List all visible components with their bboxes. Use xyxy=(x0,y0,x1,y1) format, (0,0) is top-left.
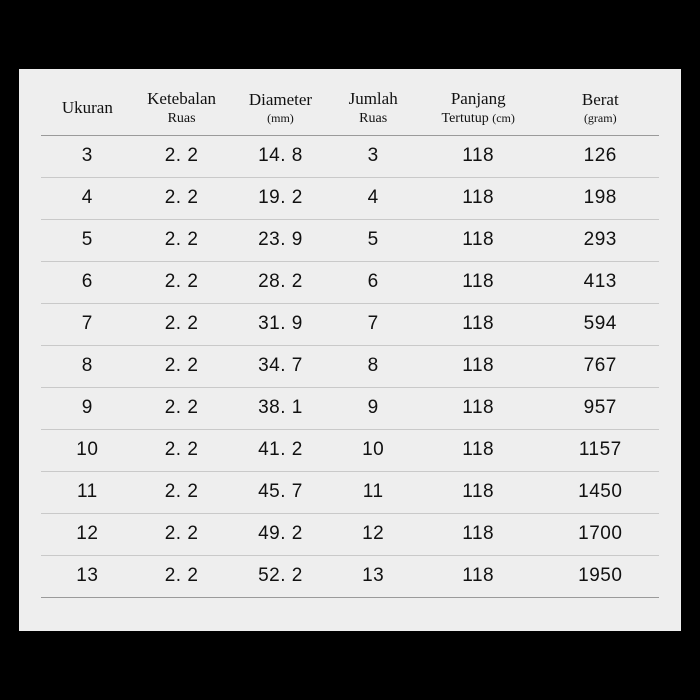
cell-diameter: 19. 2 xyxy=(229,177,331,219)
cell-ukuran: 8 xyxy=(41,345,134,387)
column-header-ketebalan-ruas xyxy=(134,83,230,135)
cell-ukuran: 13 xyxy=(41,555,134,597)
column-header-panjang-sub-text: Tertutup xyxy=(441,110,489,126)
cell-panjang: 118 xyxy=(415,219,542,261)
cell-ukuran: 6 xyxy=(41,261,134,303)
cell-ketebalan: 2. 2 xyxy=(134,219,230,261)
cell-jumlah: 13 xyxy=(331,555,414,597)
column-header-panjang-sub xyxy=(417,110,540,127)
cell-ketebalan: 2. 2 xyxy=(134,429,230,471)
header-row xyxy=(41,83,659,135)
table-row xyxy=(41,387,659,429)
specification-table xyxy=(41,83,659,598)
cell-berat: 126 xyxy=(542,135,659,177)
column-header-jumlah-main: Jumlah xyxy=(348,89,398,108)
cell-berat: 594 xyxy=(542,303,659,345)
cell-diameter: 41. 2 xyxy=(229,429,331,471)
column-header-berat-unit: (gram) xyxy=(583,110,617,125)
cell-diameter: 28. 2 xyxy=(229,261,331,303)
table-row xyxy=(41,429,659,471)
cell-ukuran: 10 xyxy=(41,429,134,471)
table-row xyxy=(41,261,659,303)
cell-panjang: 118 xyxy=(415,387,542,429)
cell-panjang: 118 xyxy=(415,177,542,219)
cell-diameter: 38. 1 xyxy=(229,387,331,429)
cell-ketebalan: 2. 2 xyxy=(134,261,230,303)
cell-jumlah: 7 xyxy=(331,303,414,345)
cell-ukuran: 11 xyxy=(41,471,134,513)
cell-berat: 293 xyxy=(542,219,659,261)
column-header-panjang-unit: (cm) xyxy=(492,110,515,125)
cell-ukuran: 5 xyxy=(41,219,134,261)
cell-berat: 767 xyxy=(542,345,659,387)
cell-jumlah: 5 xyxy=(331,219,414,261)
cell-ukuran: 4 xyxy=(41,177,134,219)
cell-ketebalan: 2. 2 xyxy=(134,387,230,429)
cell-ketebalan: 2. 2 xyxy=(134,135,230,177)
column-header-berat xyxy=(542,83,659,135)
column-header-panjang-main: Panjang xyxy=(450,89,506,108)
cell-diameter: 52. 2 xyxy=(229,555,331,597)
cell-ketebalan: 2. 2 xyxy=(134,471,230,513)
cell-berat: 1950 xyxy=(542,555,659,597)
table-row xyxy=(41,471,659,513)
cell-panjang: 118 xyxy=(415,513,542,555)
table-row xyxy=(41,219,659,261)
cell-berat: 1450 xyxy=(542,471,659,513)
column-header-ukuran xyxy=(41,83,134,135)
cell-panjang: 118 xyxy=(415,471,542,513)
cell-diameter: 31. 9 xyxy=(229,303,331,345)
column-header-ketebalan-main: Ketebalan xyxy=(147,89,217,108)
cell-ukuran: 3 xyxy=(41,135,134,177)
cell-panjang: 118 xyxy=(415,303,542,345)
cell-panjang: 118 xyxy=(415,261,542,303)
cell-jumlah: 12 xyxy=(331,513,414,555)
cell-berat: 413 xyxy=(542,261,659,303)
column-header-diameter xyxy=(229,83,331,135)
table-body xyxy=(41,135,659,597)
cell-diameter: 34. 7 xyxy=(229,345,331,387)
cell-jumlah: 11 xyxy=(331,471,414,513)
table-row xyxy=(41,177,659,219)
cell-jumlah: 3 xyxy=(331,135,414,177)
cell-diameter: 49. 2 xyxy=(229,513,331,555)
cell-ketebalan: 2. 2 xyxy=(134,303,230,345)
column-header-berat-main: Berat xyxy=(581,90,619,110)
cell-jumlah: 4 xyxy=(331,177,414,219)
cell-ketebalan: 2. 2 xyxy=(134,177,230,219)
cell-ukuran: 12 xyxy=(41,513,134,555)
cell-panjang: 118 xyxy=(415,555,542,597)
cell-diameter: 23. 9 xyxy=(229,219,331,261)
table-row xyxy=(41,513,659,555)
cell-jumlah: 6 xyxy=(331,261,414,303)
table-header xyxy=(41,83,659,135)
cell-diameter: 45. 7 xyxy=(229,471,331,513)
cell-panjang: 118 xyxy=(415,345,542,387)
column-header-ukuran-main: Ukuran xyxy=(61,97,113,117)
cell-panjang: 118 xyxy=(415,429,542,471)
cell-berat: 1700 xyxy=(542,513,659,555)
cell-ketebalan: 2. 2 xyxy=(134,555,230,597)
cell-jumlah: 10 xyxy=(331,429,414,471)
column-header-diameter-unit: (mm) xyxy=(267,110,294,125)
cell-ukuran: 7 xyxy=(41,303,134,345)
cell-berat: 957 xyxy=(542,387,659,429)
cell-berat: 198 xyxy=(542,177,659,219)
cell-jumlah: 9 xyxy=(331,387,414,429)
column-header-diameter-main: Diameter xyxy=(248,90,313,110)
column-header-panjang-tertutup xyxy=(415,83,542,135)
column-header-jumlah-sub: Ruas xyxy=(359,110,388,126)
spec-table-card xyxy=(19,69,681,631)
table-row xyxy=(41,135,659,177)
cell-diameter: 14. 8 xyxy=(229,135,331,177)
table-row xyxy=(41,555,659,597)
cell-berat: 1157 xyxy=(542,429,659,471)
cell-panjang: 118 xyxy=(415,135,542,177)
cell-ketebalan: 2. 2 xyxy=(134,345,230,387)
cell-jumlah: 8 xyxy=(331,345,414,387)
table-row xyxy=(41,303,659,345)
column-header-jumlah-ruas xyxy=(331,83,414,135)
column-header-ketebalan-sub: Ruas xyxy=(167,110,196,126)
table-row xyxy=(41,345,659,387)
cell-ketebalan: 2. 2 xyxy=(134,513,230,555)
cell-ukuran: 9 xyxy=(41,387,134,429)
